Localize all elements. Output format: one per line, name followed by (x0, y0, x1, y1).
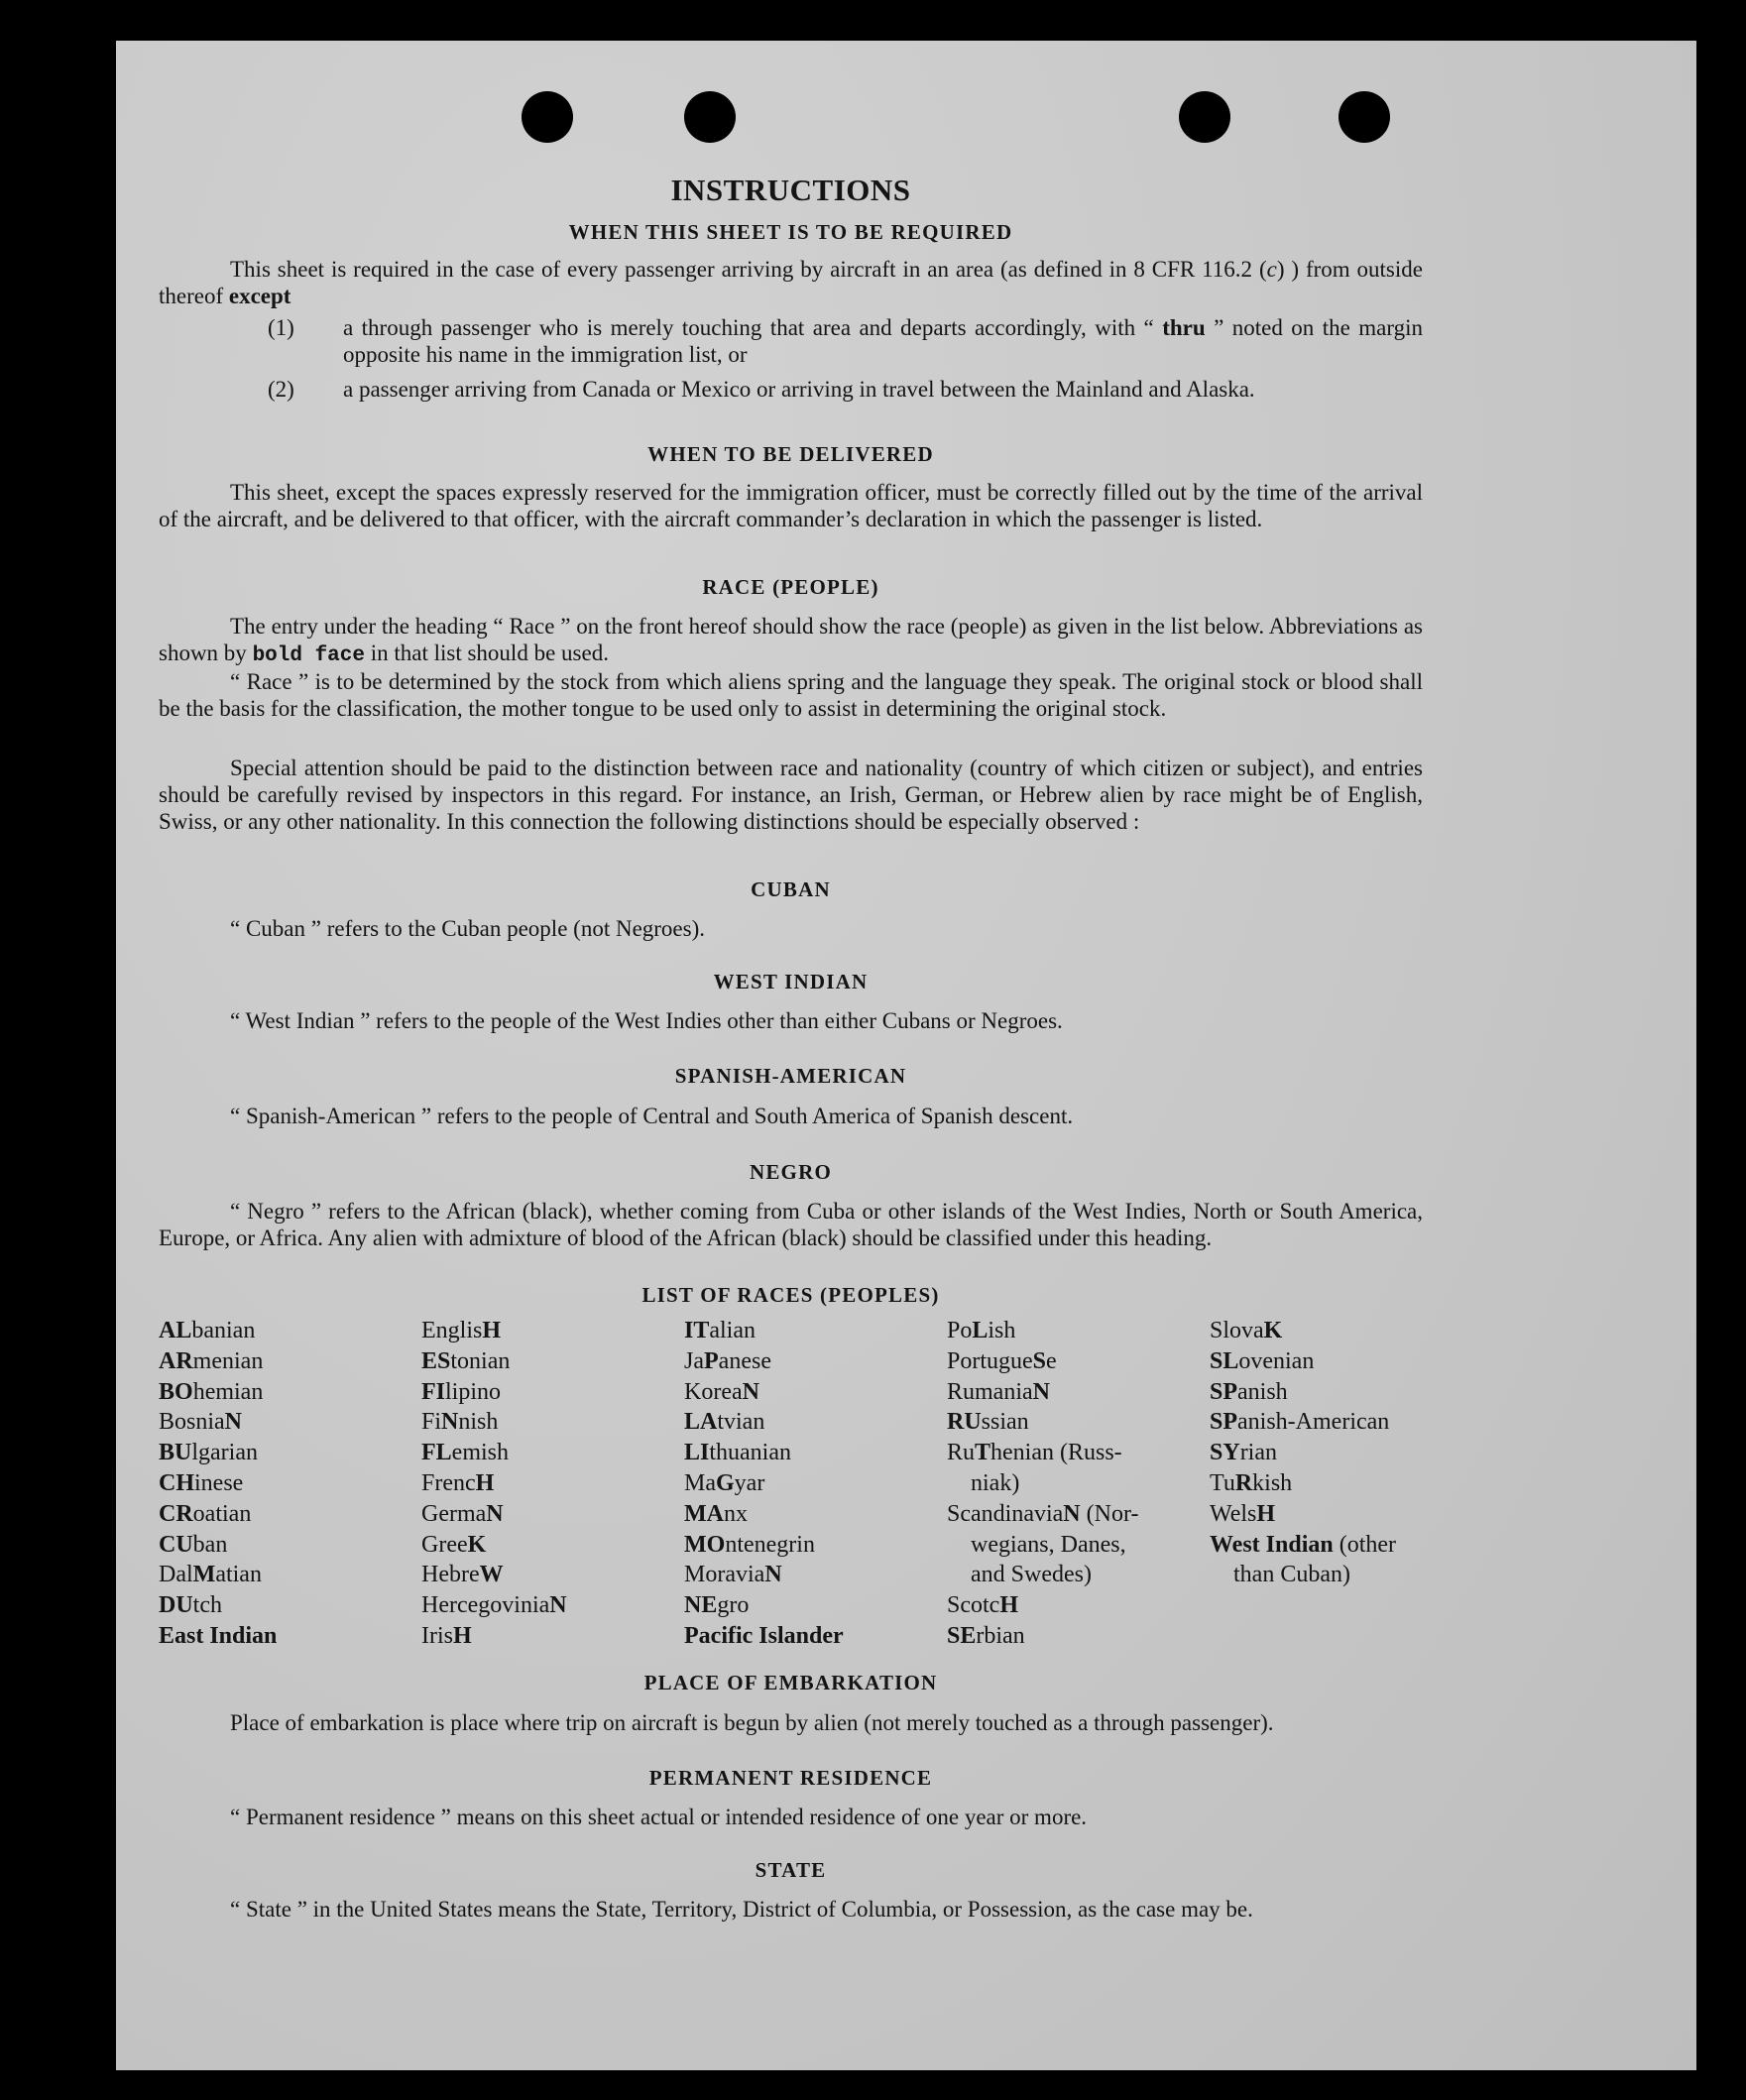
race-entry: SlovaK (1210, 1318, 1283, 1343)
race-entry: NEgro (684, 1592, 750, 1619)
race-entry: Pacific Islander (684, 1622, 844, 1649)
race-entry: DUtch (159, 1592, 222, 1619)
race-entry: HebreW (421, 1562, 504, 1588)
race-entry: EStonian (421, 1347, 511, 1374)
race-entry: East Indian (159, 1622, 278, 1649)
punch-hole (522, 91, 573, 143)
race-entry: RuThenian (Russ- (947, 1440, 1122, 1466)
punch-hole (1339, 91, 1390, 143)
heading-state: STATE (755, 1858, 827, 1882)
heading-permanent-residence: PERMANENT RESIDENCE (648, 1766, 933, 1790)
race-entry: RumaniaN (947, 1378, 1050, 1405)
heading-spanish-american: SPANISH-AMERICAN (674, 1064, 907, 1088)
page-title: INSTRUCTIONS (670, 173, 911, 207)
race-entry: FrencH (421, 1469, 495, 1496)
race-entry: MoraviaN (684, 1562, 782, 1588)
cuban-text: “ Cuban ” refers to the Cuban people (not Negroes). (230, 916, 706, 941)
race-entry: ARmenian (159, 1347, 264, 1374)
permanent-residence-text: “ Permanent residence ” means on this sheet actual or intended residence of one year or more. (230, 1805, 1088, 1829)
race-entry: SYrian (1210, 1440, 1277, 1466)
race-column (159, 1316, 277, 1652)
heading-place-of-embarkation: PLACE OF EMBARKATION (643, 1671, 938, 1694)
west-indian-text: “ West Indian ” refers to the people of the West Indies other than either Cubans or Negroes. (230, 1008, 1063, 1033)
heading-race: RACE (PEOPLE) (702, 575, 879, 599)
when-required-intro: This sheet is required in the case of every passenger arriving by aircraft in an area (as defined in 8 CFR 116.2 (c) ) from outside thereof except (159, 257, 1423, 308)
race-entry: ScotcH (947, 1592, 1018, 1619)
race-entry: wegians, Danes, (971, 1531, 1126, 1558)
race-paragraph-1: The entry under the heading “ Race ” on the front hereof should show the race (people) as given in the list below. Abbreviations as shown by bold face in that list should be used. (159, 614, 1423, 667)
race-entry: BOhemian (159, 1378, 264, 1405)
race-entry: WelsH (1210, 1500, 1276, 1527)
race-entry: GreeK (421, 1531, 487, 1558)
race-entry: RUssian (947, 1409, 1029, 1436)
race-entry: JaPanese (684, 1347, 771, 1374)
heading-list-of-races: LIST OF RACES (PEOPLES) (641, 1283, 940, 1307)
race-entry: CUban (159, 1531, 228, 1558)
race-entry: CRoatian (159, 1500, 252, 1527)
race-entry: LIthuanian (684, 1440, 791, 1466)
punch-hole (684, 91, 736, 143)
race-entry: MAnx (684, 1500, 748, 1527)
race-paragraph-3: Special attention should be paid to the distinction between race and nationality (country of which citizen or subject), and entries should be carefully revised by inspectors in this regard. For instance, an Irish, German, or Hebrew alien by race might be of English, Swiss, or any other nationality. In this connection the following distinctions should be especially observed : (159, 756, 1423, 834)
negro-text: “ Negro ” refers to the African (black), whether coming from Cuba or other islands of the West Indies, North or South America, Europe, or Africa. Any alien with admixture of blood of the African (black) should be classified under this heading. (159, 1199, 1423, 1250)
race-entry: West Indian (other (1210, 1531, 1397, 1558)
race-entry: KoreaN (684, 1378, 759, 1405)
heading-west-indian: WEST INDIAN (713, 970, 869, 993)
race-entry: LAtvian (684, 1409, 765, 1436)
race-entry: BUlgarian (159, 1440, 258, 1466)
spanish-american-text: “ Spanish-American ” refers to the people of Central and South America of Spanish descent. (230, 1104, 1074, 1128)
punch-hole (1179, 91, 1230, 143)
race-entry: ALbanian (159, 1318, 256, 1343)
race-entry: BosniaN (159, 1409, 243, 1436)
race-entry: HercegoviniaN (421, 1592, 567, 1619)
race-column (947, 1316, 1138, 1652)
race-entry: and Swedes) (971, 1562, 1092, 1588)
race-entry: MaGyar (684, 1469, 765, 1496)
race-entry: GermaN (421, 1500, 504, 1527)
race-list (159, 1316, 1438, 1658)
race-entry: ITalian (684, 1318, 756, 1343)
heading-when-required: WHEN THIS SHEET IS TO BE REQUIRED (568, 220, 1013, 244)
race-entry: MOntenegrin (684, 1531, 815, 1558)
race-entry: SPanish-American (1210, 1409, 1390, 1436)
race-entry: TuRkish (1210, 1469, 1293, 1496)
heading-negro: NEGRO (749, 1160, 832, 1184)
race-entry: than Cuban) (1233, 1562, 1350, 1588)
race-column (1210, 1316, 1396, 1590)
race-entry: ScandinaviaN (Nor- (947, 1500, 1139, 1527)
race-entry: CHinese (159, 1469, 244, 1496)
heading-when-delivered: WHEN TO BE DELIVERED (647, 442, 934, 466)
race-entry: niak) (971, 1469, 1020, 1496)
state-text: “ State ” in the United States means the State, Territory, District of Columbia, or Possession, as the case may be. (230, 1897, 1253, 1922)
race-entry: DalMatian (159, 1562, 262, 1588)
race-entry: SLovenian (1210, 1347, 1315, 1374)
race-entry: FLemish (421, 1440, 509, 1466)
race-entry: SErbian (947, 1622, 1025, 1649)
race-entry: PoLish (947, 1318, 1016, 1343)
race-paragraph-2: “ Race ” is to be determined by the stock from which aliens spring and the language they speak. The original stock or blood shall be the basis for the classification, the mother tongue to be used only to assist in determining the original stock. (159, 669, 1423, 721)
when-required-item-2: (2) a passenger arriving from Canada or Mexico or arriving in travel between the Mainland and Alaska. (268, 377, 1255, 402)
when-delivered-text: This sheet, except the spaces expressly reserved for the immigration officer, must be correctly filled out by the time of the arrival of the aircraft, and be delivered to that officer, with the aircraft commander’s declaration in which the passenger is listed. (159, 480, 1423, 531)
when-required-item-1: (1) a through passenger who is merely touching that area and departs accordingly, with “ thru ” noted on the margin opposite his name in the immigration list, or (268, 315, 1424, 367)
race-entry: SPanish (1210, 1378, 1288, 1405)
place-of-embarkation-text: Place of embarkation is place where trip on aircraft is begun by alien (not merely touched as a through passenger). (230, 1710, 1274, 1735)
race-column (421, 1316, 567, 1652)
race-entry: EnglisH (421, 1318, 502, 1343)
race-column (684, 1316, 844, 1652)
heading-cuban: CUBAN (751, 877, 831, 901)
race-entry: FiNnish (421, 1409, 499, 1436)
race-entry: PortugueSe (947, 1347, 1057, 1374)
race-entry: IrisH (421, 1622, 472, 1649)
race-entry: FIlipino (421, 1378, 502, 1405)
